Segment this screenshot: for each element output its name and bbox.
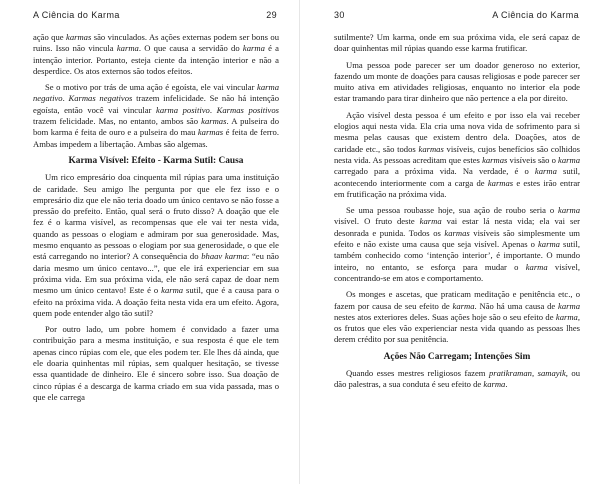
italic-term: Karmas negativos: [68, 93, 133, 104]
left-page-text: [33, 32, 279, 403]
paragraph: Uma pessoa pode parecer ser um doador generoso no exterior, fazendo um monte de doações para causas religiosas e pode parecer ser muito ativa em atividades religiosas, enquanto no interior ela pode estar tramando para tirar dinheiro que não pertence a ela por direito.: [334, 59, 580, 104]
italic-term: karmas: [444, 227, 470, 238]
italic-term: karmas: [487, 177, 514, 188]
italic-term: karma: [483, 379, 506, 390]
italic-term: karma: [558, 154, 581, 165]
italic-term: karma: [419, 216, 442, 227]
paragraph: Os monges e ascetas, que praticam meditação e penitência etc., o fazem por causa de seu efeito de karma. Não há uma causa de karma nestes atos exteriores deles. Suas ações hoje são o seu efeito de karma, os frutos que eles vão experienciar nesta vida quando as pessoas lhes derem crédito por sua penitência.: [334, 289, 580, 345]
italic-term: karmas: [201, 116, 227, 127]
running-header-title: A Ciência do Karma: [33, 10, 120, 20]
italic-term: Karmas positivos: [216, 104, 279, 115]
italic-term: karmas: [66, 32, 92, 42]
paragraph: Por outro lado, um pobre homem é convidado a fazer uma contribuição para a mesma instituição, e sua resposta é que ele tem apenas cinco rúpias com ele, que eles podem ter. Ele lhes dá ainda, que ele doaria quinhentas mil rúpias, sem qualquer hesitação, se tivesse essa quantidade de dinheiro. Ele é sincero sobre isso. Sua doação de cinco rúpias é a descarga de karma criado em sua vida passada, mas o que ele carrega: [33, 324, 279, 402]
italic-term: karma positivo: [156, 104, 210, 115]
italic-term: karma: [558, 300, 580, 311]
right-page: [300, 0, 599, 484]
italic-term: karmas: [418, 143, 444, 154]
section-heading: Ações Não Carregam; Intenções Sim: [383, 351, 531, 362]
italic-term: karma: [242, 43, 265, 54]
italic-term: samayik: [537, 368, 566, 379]
paragraph: ação que karmas são vinculados. As ações externas podem ser bons ou ruins. Isso não vincula karma. O que causa a servidão do karma é a intenção interior. Portanto, esteja ciente da intenção interior e não a desperdice. Os atos externos são todos efeitos.: [33, 32, 279, 76]
running-header-title: A Ciência do Karma: [492, 10, 579, 20]
italic-term: karmas: [197, 127, 224, 138]
italic-term: karma: [116, 43, 139, 54]
italic-term: karma: [555, 311, 578, 322]
italic-term: bhaav karma: [201, 251, 247, 262]
italic-term: karma: [558, 205, 580, 216]
section-heading: Karma Visível: Efeito - Karma Sutil: Causa: [68, 155, 244, 166]
page-number: 30: [334, 10, 345, 20]
italic-term: karma: [452, 300, 475, 311]
left-page: [0, 0, 299, 484]
paragraph: sutilmente? Um karma, onde em sua próxima vida, ele será capaz de doar quinhentas mil rúpias quando esse karma frutificar.: [334, 32, 580, 54]
paragraph: Um rico empresário doa cinquenta mil rúpias para uma instituição de caridade. Seu amigo lhe pergunta por que ele fez isso e o empresário diz que ele não teria doado um único centavo se não fosse a pressão do prefeito. Então, qual será o fruto disso? A doação que ele fez é o karma visível, as recompensas que ele vai ter nesta vida, quando as pessoas o elogiam e admiram por sua generosidade. Mas, mesmo enquanto as pessoas o elogiam por sua generosidade, o que ele está carregando no interior? A consequência do bhaav karma: “eu não daria mesmo um único centavo...”, que ele irá experienciar em sua próxima vida. Em sua próxima vida, ele não será capaz de doar nem mesmo um único centavo! Este é o karma sutil, que é a causa para o efeito na próxima vida. A doação feita nesta vida era um efeito. Agora, quem pode entender algo tão sutil?: [33, 172, 279, 318]
italic-term: karma: [534, 166, 557, 177]
italic-term: karma negativo: [33, 82, 279, 104]
italic-term: karma: [525, 261, 548, 272]
paragraph: Ação visível desta pessoa é um efeito e por isso ela vai receber elogios aqui nesta vida. Ela cria uma nova vida de sofrimento para si mesma pelas causas que existem dentro dela. Doações, atos de caridade etc., são todos karmas visíveis, cujos benefícios são colhidos nesta vida. As pessoas acreditam que estes karmas visíveis são o karma carregado para a próxima vida. Na verdade, é o karma sutil, acontecendo interiormente com a carga de karmas e estes irão entrar em frutificação na próxima vida.: [334, 109, 581, 199]
italic-term: karma: [537, 239, 560, 250]
italic-term: karma: [161, 285, 184, 296]
right-page-text: [334, 32, 580, 391]
paragraph: Se o motivo por trás de uma ação é egoísta, ele vai vincular karma negativo. Karmas negativos trazem infelicidade. Se não há intenção egoísta, então você vai vincular karma positivo. Karmas positivos trazem felicidade. Mas, no entanto, ambos são karmas. A pulseira do bom karma é feita de ouro e a pulseira do mau karmas é feita de ferro. Ambas impedem a libertação. Ambas são algemas.: [33, 82, 280, 149]
italic-term: pratikraman: [488, 368, 532, 379]
paragraph: Quando esses mestres religiosos fazem pratikraman, samayik, ou dão palestras, a sua conduta é seu efeito de karma.: [334, 368, 580, 390]
italic-term: karmas: [482, 154, 508, 165]
paragraph: Se uma pessoa roubasse hoje, sua ação de roubo seria o karma visível. O fruto deste karma vai estar lá nesta vida; ela vai ser desonrada e punida. Todos os karmas visíveis são simplesmente um efeito e não existe uma causa que seja visível. Apenas o karma sutil, também conhecido como ‘intenção interior’, é importante. O mundo inteiro, no entanto, se esforça para mudar o karma visível, concentrando-se em atos e comportamento.: [334, 205, 580, 283]
page-number: 29: [266, 10, 277, 20]
